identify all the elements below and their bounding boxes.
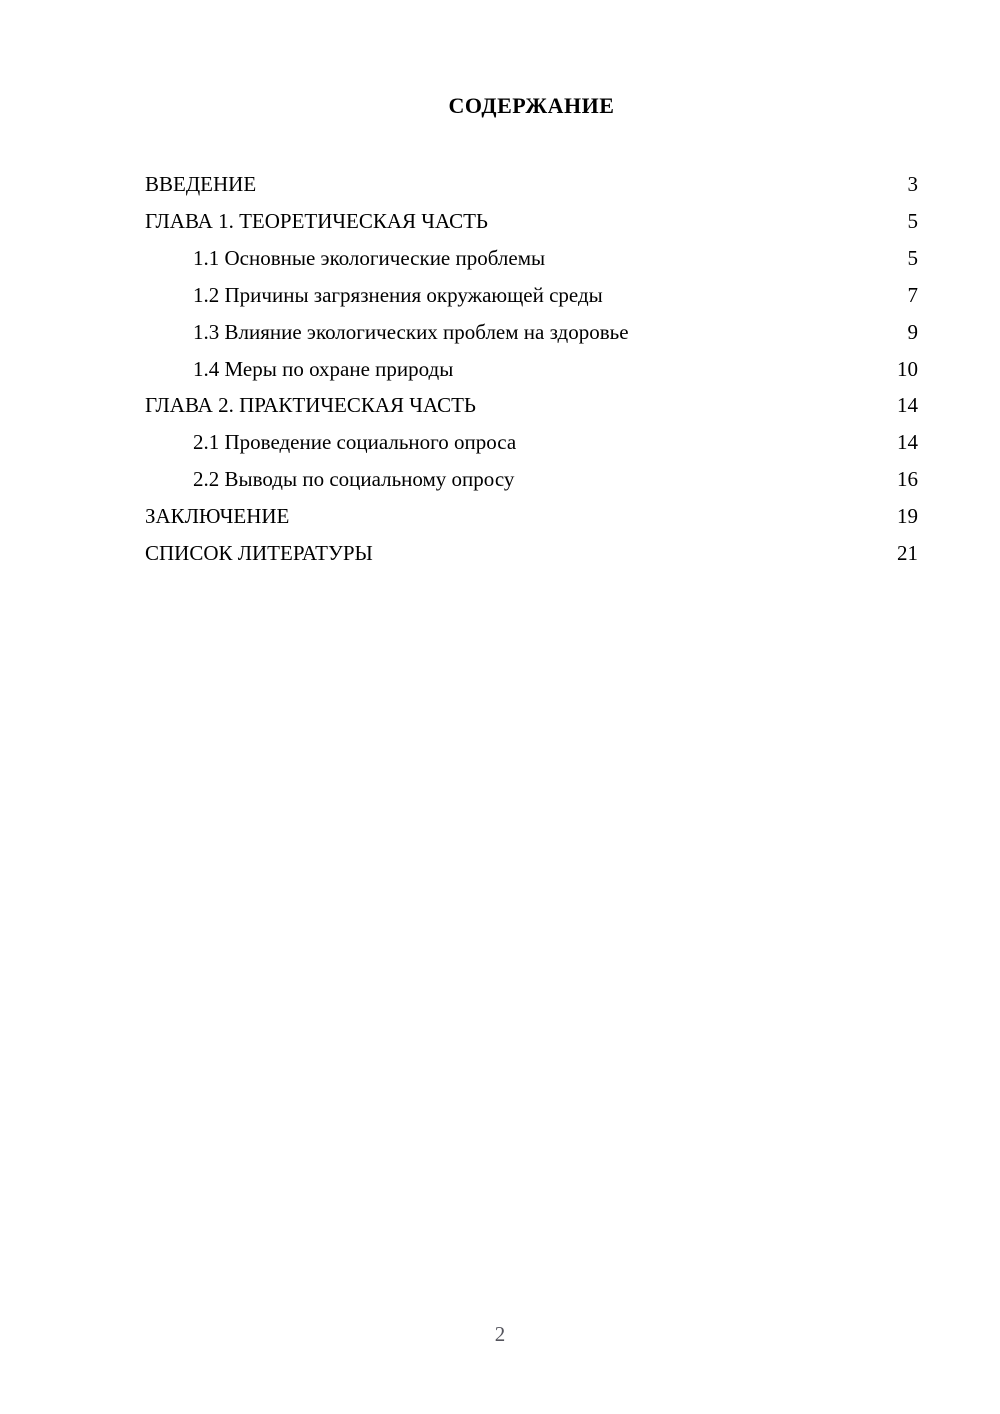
toc-entry xyxy=(145,351,918,388)
toc-entry xyxy=(145,424,918,461)
toc-entry-page-number: 10 xyxy=(897,356,918,381)
toc-entry xyxy=(145,277,918,314)
toc-entry-page-number: 16 xyxy=(897,467,918,492)
toc-entry-page-number: 21 xyxy=(897,541,918,566)
toc-entry-page-number: 7 xyxy=(907,282,918,307)
toc-entry xyxy=(145,498,918,535)
toc-entry xyxy=(145,314,918,351)
toc-entry-label: 2.2 Выводы по социальному опросу xyxy=(193,467,515,492)
toc-entry-page-number: 19 xyxy=(897,504,918,529)
toc-entry xyxy=(145,387,918,424)
toc-entry xyxy=(145,203,918,240)
toc-entry-page-number: 14 xyxy=(897,393,918,418)
toc-entry xyxy=(145,461,918,498)
toc-entry-label: 1.3 Влияние экологических проблем на здоровье xyxy=(193,319,629,344)
toc-entry-label: ЗАКЛЮЧЕНИЕ xyxy=(145,504,290,529)
table-of-contents xyxy=(145,166,918,572)
toc-entry-page-number: 9 xyxy=(907,319,918,344)
toc-entry-label: ГЛАВА 1. ТЕОРЕТИЧЕСКАЯ ЧАСТЬ xyxy=(145,208,488,233)
toc-entry-label: 2.1 Проведение социального опроса xyxy=(193,430,517,455)
toc-entry-page-number: 5 xyxy=(907,208,918,233)
toc-entry-label: ВВЕДЕНИЕ xyxy=(145,172,257,196)
toc-entry xyxy=(145,166,918,203)
toc-entry-label: СПИСОК ЛИТЕРАТУРЫ xyxy=(145,541,373,566)
toc-entry xyxy=(145,535,918,572)
toc-entry-label: ГЛАВА 2. ПРАКТИЧЕСКАЯ ЧАСТЬ xyxy=(145,393,476,418)
toc-entry-page-number: 14 xyxy=(897,430,918,455)
toc-entry-label: 1.4 Меры по охране природы xyxy=(193,356,454,381)
toc-entry xyxy=(145,240,918,277)
page-number: 2 xyxy=(494,1322,506,1346)
toc-entry-label: 1.2 Причины загрязнения окружающей среды xyxy=(193,282,603,307)
toc-entry-label: 1.1 Основные экологические проблемы xyxy=(193,245,546,270)
toc-entry-page-number: 5 xyxy=(907,245,918,270)
page-title: СОДЕРЖАНИЕ xyxy=(448,93,615,118)
toc-entry-page-number: 3 xyxy=(907,172,918,196)
